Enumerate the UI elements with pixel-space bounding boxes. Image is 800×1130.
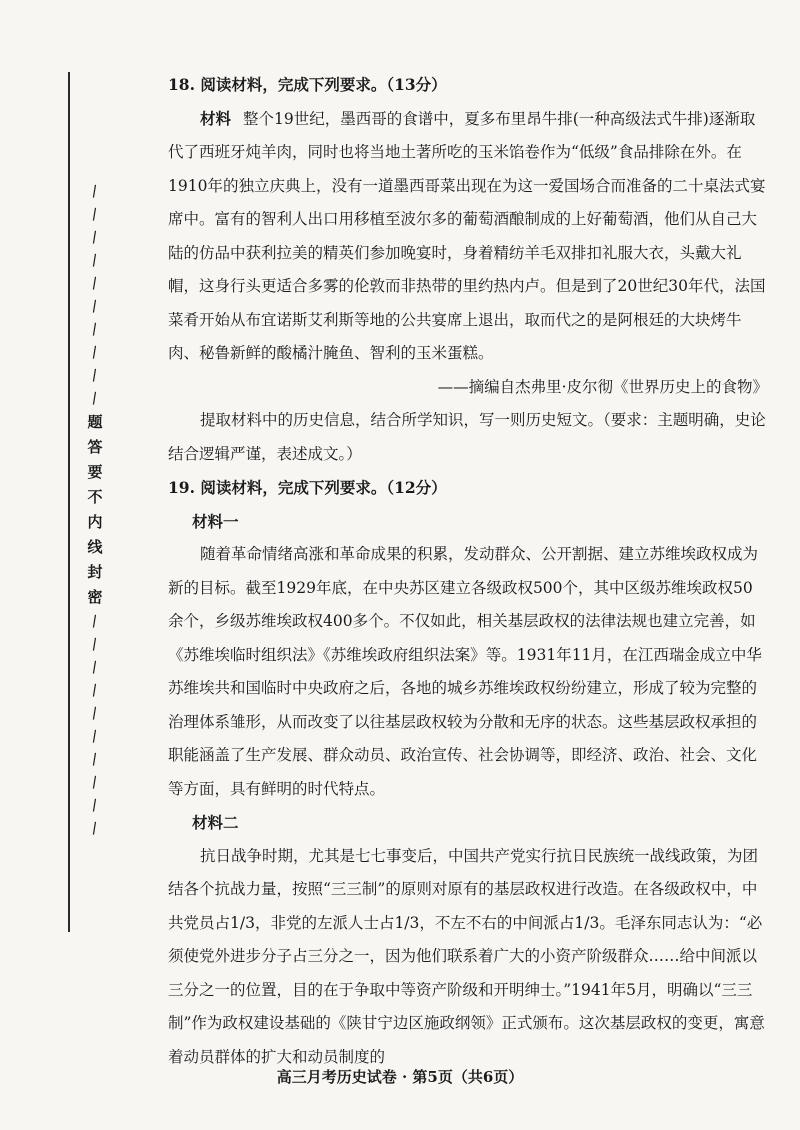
- material-label: 材料: [200, 108, 232, 128]
- seal-char: 封: [87, 563, 103, 581]
- seal-slash: /: [91, 342, 99, 362]
- seal-char: 密: [87, 588, 103, 606]
- seal-slash: /: [91, 726, 99, 746]
- seal-char: 不: [87, 488, 103, 506]
- question-19-heading: 19. 阅读材料，完成下列要求。（12分）: [168, 478, 447, 497]
- material-1-text: 随着革命情绪高涨和革命成果的积累，发动群众、公开割据、建立苏维埃政权成为新的目标。截至1929年底，在中央苏区建立各级政权500个，其中区级苏维埃政权50余个，乡级苏维埃政权400多个。不仅如此，相关基层政权的法律法规也建立完善，如《苏维埃临时组织法》《苏维埃政府组织法案》等。1931年11月，在江西瑞金成立中华苏维埃共和国临时中央政府之后，各地的城乡苏维埃政权纷纷建立，形成了较为完整的治理体系雏形，从而改变了以往基层政权较为分散和无序的状态。这些基层政权承担的职能涵盖了生产发展、群众动员、政治宣传、社会协调等，即经济、政治、社会、文化等方面，具有鲜明的时代特点。: [168, 545, 762, 798]
- seal-slash: /: [91, 703, 99, 723]
- material-2-text: 抗日战争时期，尤其是七七事变后，中国共产党实行抗日民族统一战线政策，为团结各个抗战力量，按照“三三制”的原则对原有的基层政权进行改造。在各级政权中，中共党员占1/3，非党的左派人士占1/3，不左不右的中间派占1/3。毛泽东同志认为：“必须使党外进步分子占三分之一，因为他们联系着广大的小资产阶级群众……给中间派以三分之一的位置，目的在于争取中等资产阶级和开明绅士。”1941年5月，明确以“三三制”作为政权建设基础的《陕甘宁边区施政纲领》正式颁布。这次基层政权的变更，寓意着动员群体的扩大和动员制度的: [168, 846, 765, 1066]
- seal-slash: /: [91, 273, 99, 293]
- seal-slash: /: [91, 204, 99, 224]
- seal-slash: /: [91, 634, 99, 654]
- seal-slash: /: [91, 227, 99, 247]
- question-18-heading: 18. 阅读材料，完成下列要求。（13分）: [168, 75, 447, 94]
- material-text: 整个19世纪，墨西哥的食谱中，夏多布里昂牛排(一种高级法式牛排)逐渐取代了西班牙炖羊肉，同时也将当地土著所吃的玉米馅卷作为“低级”食品排除在外。在1910年的独立庆典上，没有一道墨西哥菜出现在为这一爱国场合而准备的二十桌法式宴席中。富有的智利人出口用移植至波尔多的葡萄酒酿制成的上好葡萄酒，他们从自己大陆的仿品中获利拉美的精英们参加晚宴时，身着精纺羊毛双排扣礼服大衣，头戴大礼帽，这身行头更适合多雾的伦敦而非热带的里约热内卢。但是到了20世纪30年代，法国菜肴开始从布宜诺斯艾利斯等地的公共宴席上退出，取而代之的是阿根廷的大块烤牛肉、秘鲁新鲜的酸橘汁腌鱼、智利的玉米蛋糕。: [168, 109, 766, 362]
- seal-char: 题: [87, 413, 103, 431]
- seal-slash: /: [91, 749, 99, 769]
- binding-margin-line: [68, 72, 70, 932]
- material-1-label: 材料一: [192, 511, 239, 531]
- seal-slash: /: [91, 319, 99, 339]
- material-source: ——摘编自杰弗里·皮尔彻《世界历史上的食物》: [437, 377, 768, 396]
- seal-char: 线: [87, 538, 103, 556]
- seal-slash: /: [91, 795, 99, 815]
- page-footer: 高三月考历史试卷 · 第5页（共6页）: [276, 1068, 524, 1086]
- seal-char: 内: [87, 513, 103, 531]
- seal-slash: /: [91, 388, 99, 408]
- seal-slash: /: [91, 657, 99, 677]
- seal-slash: /: [91, 680, 99, 700]
- seal-slash: /: [91, 181, 99, 201]
- seal-slash: /: [91, 611, 99, 631]
- seal-slash: /: [91, 818, 99, 838]
- seal-slash: /: [91, 250, 99, 270]
- seal-char: 要: [87, 463, 103, 481]
- seal-line-notice: [80, 180, 110, 940]
- exam-content: [168, 68, 768, 1074]
- question-18-material: [168, 102, 768, 371]
- question-18-task: 提取材料中的历史信息，结合所学知识，写一则历史短文。（要求：主题明确，史论结合逻辑严谨，表述成文。）: [168, 411, 766, 463]
- seal-slash: /: [91, 772, 99, 792]
- material-2-label: 材料二: [192, 813, 239, 832]
- seal-slash: /: [91, 365, 99, 385]
- seal-char: 答: [87, 438, 103, 456]
- seal-slash: /: [91, 296, 99, 316]
